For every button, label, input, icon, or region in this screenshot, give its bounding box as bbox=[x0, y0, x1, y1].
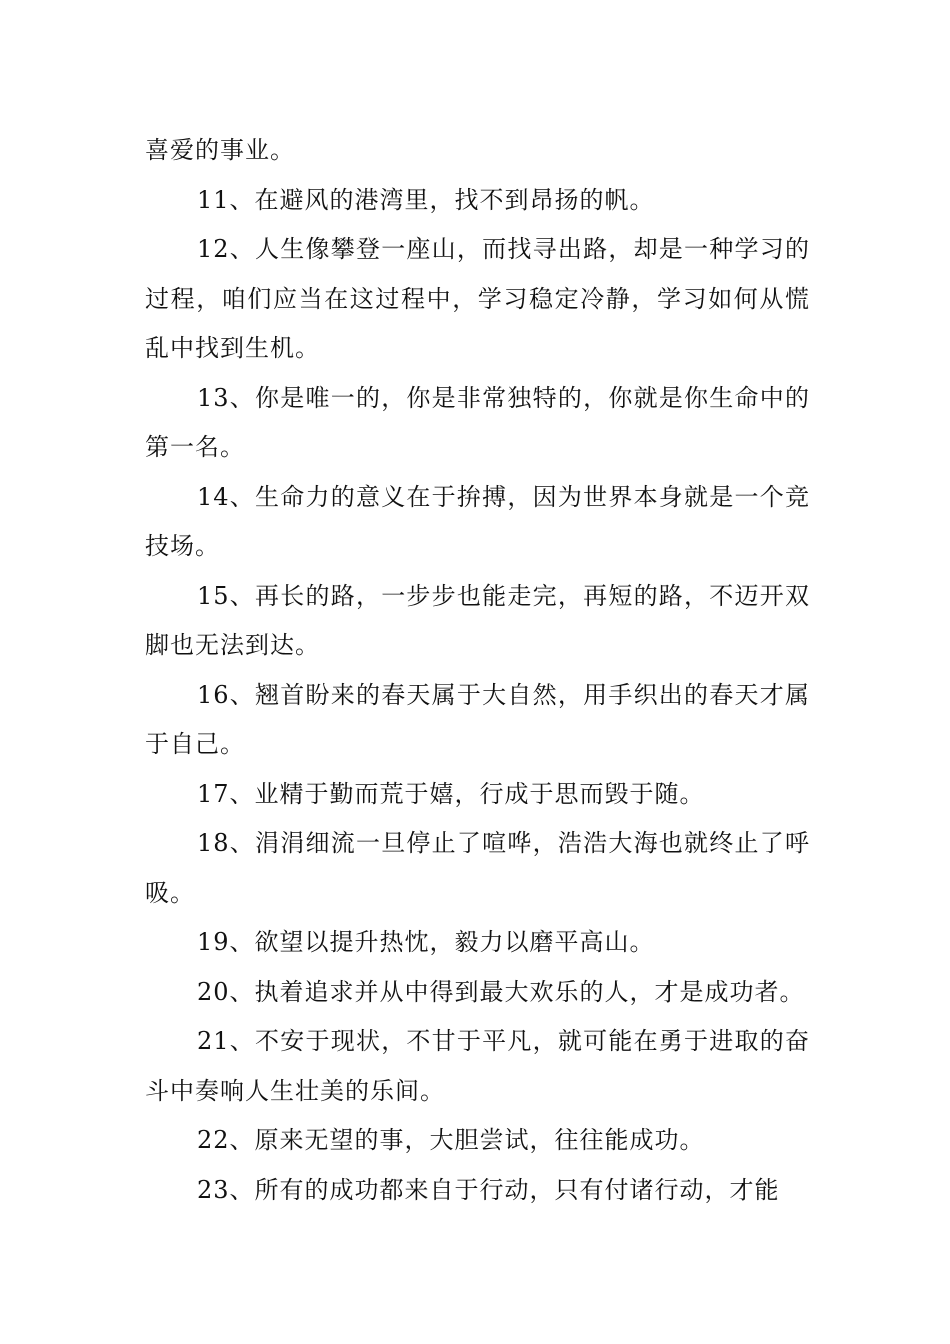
quote-paragraph-22: 22、原来无望的事，大胆尝试，往往能成功。 bbox=[197, 1126, 705, 1154]
quote-paragraph-18: 18、涓涓细流一旦停止了喧哗，浩浩大海也就终止了呼吸。 bbox=[145, 829, 810, 907]
quote-paragraph-15: 15、再长的路，一步步也能走完，再短的路，不迈开双脚也无法到达。 bbox=[145, 581, 810, 659]
quote-paragraph-17: 17、业精于勤而荒于嬉，行成于思而毁于随。 bbox=[197, 779, 705, 808]
quote-paragraph-23: 23、所有的成功都来自于行动，只有付诸行动，才能 bbox=[197, 1175, 780, 1204]
quote-paragraph-16: 16、翘首盼来的春天属于大自然，用手织出的春天才属于自己。 bbox=[145, 680, 810, 758]
document-body bbox=[145, 126, 810, 1215]
quote-paragraph-12: 12、人生像攀登一座山，而找寻出路，却是一种学习的过程，咱们应当在这过程中，学习稳定冷静，学习如何从慌乱中找到生机。 bbox=[145, 235, 810, 362]
quote-paragraph-14: 14、生命力的意义在于拚搏，因为世界本身就是一个竞技场。 bbox=[145, 482, 810, 560]
quote-paragraph-13: 13、你是唯一的，你是非常独特的，你就是你生命中的第一名。 bbox=[145, 383, 810, 461]
quote-paragraph-19: 19、欲望以提升热忱，毅力以磨平高山。 bbox=[197, 928, 655, 956]
quote-paragraph-21: 21、不安于现状，不甘于平凡，就可能在勇于进取的奋斗中奏响人生壮美的乐间。 bbox=[145, 1027, 810, 1105]
quote-paragraph-20: 20、执着追求并从中得到最大欢乐的人，才是成功者。 bbox=[197, 977, 805, 1006]
quote-paragraph-11: 11、在避风的港湾里，找不到昂扬的帆。 bbox=[197, 185, 655, 214]
paragraph-continuation: 喜爱的事业。 bbox=[145, 136, 295, 164]
